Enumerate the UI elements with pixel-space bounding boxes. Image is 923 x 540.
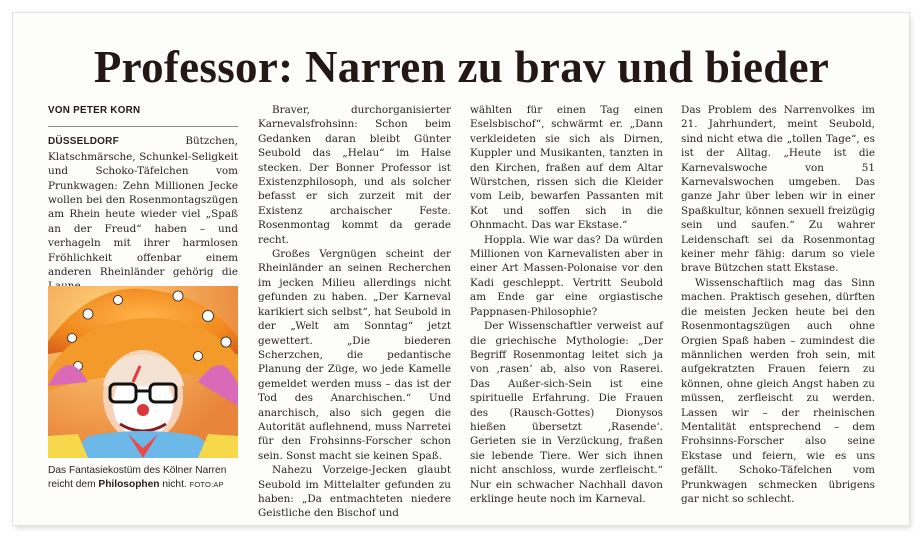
photo-caption [48, 464, 244, 491]
dateline: DÜSSELDORF [48, 136, 119, 148]
photo-credit: FOTO:AP [189, 479, 224, 489]
caption-text: Das Fantasiekostüm des Kölner Narren reicht dem [48, 465, 227, 490]
paragraph: Der Wissenschaftler verweist auf die griechische Mythologie: „Der Begriff Rosenmontag leitet sich ja von ‚rasen‘ ab, also von Raserei. Das Außer-sich-Sein ist eine spirituelle Erfahrung. Die Frauen des (Rausch-Gottes) Dionysos hießen übersetzt ‚Rasende‘. Gerieten sie in Verzückung, fraßen sie lebende Tiere. Wer sich ihnen nicht anschloss, wurde zerfleischt.“ Nur ein schwacher Nachhall davon erklinge heute noch im Karneval. [470, 320, 663, 505]
clown-photo [48, 286, 238, 458]
lead-text: Bützchen, Klatschmärsche, Schunkel-Seligkeit und Schoko-Täfelchen vom Prunkwagen: Zehn Millionen Jecke wollen bei den Rosenmontagszügen am Rhein heute wieder viel „Spaß an der Freud“ haben – und verhageln mit ihrer harmlosen Fröhlichkeit offenbar einem anderen Rheinländer gehörig die [48, 135, 238, 279]
paragraph: Braver, durchorganisierter Karnevalsfrohsinn: Schon beim Gedanken daran bleibt Günter Seubold das „Helau“ im Halse stecken. Der Bonner Professor ist Existenzphilosoph, und als solcher befasst er sich zurzeit mit der Existenz archaischer Feste. Rosenmontag kommt da gerade recht. [258, 104, 451, 246]
caption-bold: Philosophen [98, 478, 160, 490]
lead-paragraph [48, 134, 238, 293]
byline-divider [48, 126, 238, 127]
headline: Professor: Narren zu brav und bieder [93, 42, 830, 92]
article-column-3 [470, 103, 663, 506]
paragraph: Großes Vergnügen scheint der Rheinländer an seinen Recherchen im jecken Milieu allerdings nicht gefunden zu haben. „Der Karneval karikiert sich selbst“, hat Seubold in der „Welt am Sonntag“ jetzt gewettert. „Die biederen Scherzchen, die pedantische Planung der Züge, wo jede Kamelle gemeldet werden muss – das ist der Tod des Anarchischen.“ Und anarchisch, also sich gegen die Autorität auflehnend, muss Narretei für den Frohsinns-Forscher schon sein. Sonst macht sie keinen Spaß. [258, 248, 451, 462]
paragraph: Nahezu Vorzeige-Jecken glaubt Seubold im Mittelalter gefunden zu haben: „Da entmachteten niedere Geistliche den Bischof und [258, 464, 451, 520]
paragraph: Wissenschaftlich mag das Sinn machen. Praktisch gesehen, dürften die meisten Jecken heute bei den Rosenmontagszügen auch ohne Orgien Spaß haben – zumindest die männlichen werden froh sein, mit aufgekratzten Frauen feiern zu können, ohne gleich Angst haben zu müssen, zerfleischt zu werden. Lassen wir – der rheinischen Mentalität entsprechend – dem Frohsinns-Forscher also seine Ekstase und feiern, wie es uns gefällt. Schoko-Täfelchen vom Prunkwagen schmecken übrigens gar nicht so schlecht. [681, 276, 875, 505]
article-column-4 [681, 103, 875, 506]
article-column-2 [258, 103, 451, 521]
paragraph: wählten für einen Tag einen Eselsbischof“, schwärmt er. „Dann verkleideten sie sich als Dirnen, Kuppler und Musikanten, tanzten in den Kirchen, fraßen auf dem Altar Würstchen, rissen sich die Kleider vom Leib, bewarfen Passanten mit Kot und soffen sich in die Ohnmacht. Das war Ekstase.“ [470, 104, 663, 232]
byline: VON PETER KORN [48, 105, 141, 116]
caption-end: nicht. [162, 478, 187, 490]
paragraph: Hoppla. Wie war das? Da würden Millionen von Karnevalisten aber in einer Art Massen-Polonaise vor den Kadi geschleppt. Vertritt Seubold am Ende gar eine orgiastische Pappnasen-Philosophie? [470, 233, 663, 318]
paragraph: Das Problem des Narrenvolkes im 21. Jahrhundert, meint Seubold, sind nicht etwa die „tollen Tage“, es ist der Alltag. „Heute ist die Karnevalswoche von 51 Karnevalswochen umgeben. Das ganze Jahr über leben wir in einer Spaßkultur, können sexuell freizügig sein und saufen.“ Zu wahrer Leidenschaft sei da Rosenmontag keiner mehr fähig: darum so viele brave Bützchen statt Ekstase. [681, 104, 875, 275]
article-column-1 [48, 103, 238, 294]
